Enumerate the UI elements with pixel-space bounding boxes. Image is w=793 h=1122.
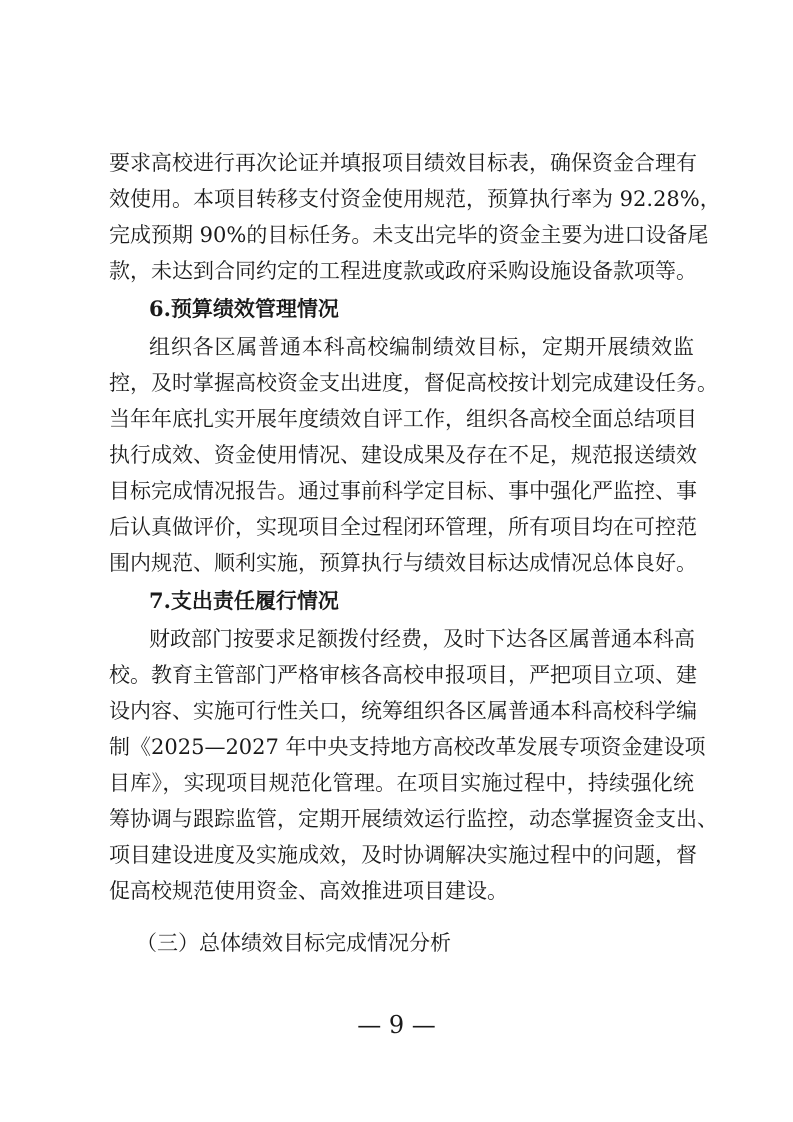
paragraph-line: 围内规范、顺利实施，预算执行与绩效目标达成情况总体良好。 (109, 551, 697, 575)
paragraph-line: 要求高校进行再次论证并填报项目绩效目标表，确保资金合理有 (109, 151, 697, 175)
paragraph-line: 效使用。本项目转移支付资金使用规范，预算执行率为 92.28%， (109, 187, 721, 211)
paragraph-line: 目标完成情况报告。通过事前科学定目标、事中强化严监控、事 (109, 479, 697, 503)
section-heading: 6.预算绩效管理情况 (149, 296, 339, 321)
paragraph-line: 设内容、实施可行性关口，统筹组织各区属普通本科高校科学编 (109, 699, 697, 723)
paragraph-line: 后认真做评价，实现项目全过程闭环管理，所有项目均在可控范 (109, 515, 697, 539)
subsection-heading: （三）总体绩效目标完成情况分析 (136, 931, 451, 955)
paragraph-line: 完成预期 90%的目标任务。未支出完毕的资金主要为进口设备尾 (109, 223, 709, 247)
section-heading: 7.支出责任履行情况 (149, 588, 339, 613)
paragraph-line: 组织各区属普通本科高校编制绩效目标，定期开展绩效监 (149, 335, 694, 359)
paragraph-line: 目库》，实现项目规范化管理。在项目实施过程中，持续强化统 (109, 771, 694, 795)
paragraph-line: 执行成效、资金使用情况、建设成果及存在不足，规范报送绩效 (109, 443, 697, 467)
paragraph-line: 项目建设进度及实施成效，及时协调解决实施过程中的问题，督 (109, 843, 697, 867)
paragraph-line: 筹协调与跟踪监管，定期开展绩效运行监控，动态掌握资金支出、 (109, 807, 718, 831)
page-number: — 9 — (357, 1011, 436, 1039)
paragraph-line: 财政部门按要求足额拨付经费，及时下达各区属普通本科高 (149, 627, 695, 651)
paragraph-line: 促高校规范使用资金、高效推进项目建设。 (109, 879, 508, 903)
paragraph-line: 校。教育主管部门严格审核各高校申报项目，严把项目立项、建 (109, 663, 697, 687)
paragraph-line: 款，未达到合同约定的工程进度款或政府采购设施设备款项等。 (109, 259, 697, 283)
paragraph-line: 当年年底扎实开展年度绩效自评工作，组织各高校全面总结项目 (109, 407, 697, 431)
paragraph-line: 制《2025—2027 年中央支持地方高校改革发展专项资金建设项 (109, 735, 706, 759)
paragraph-line: 控，及时掌握高校资金支出进度，督促高校按计划完成建设任务。 (109, 371, 718, 395)
